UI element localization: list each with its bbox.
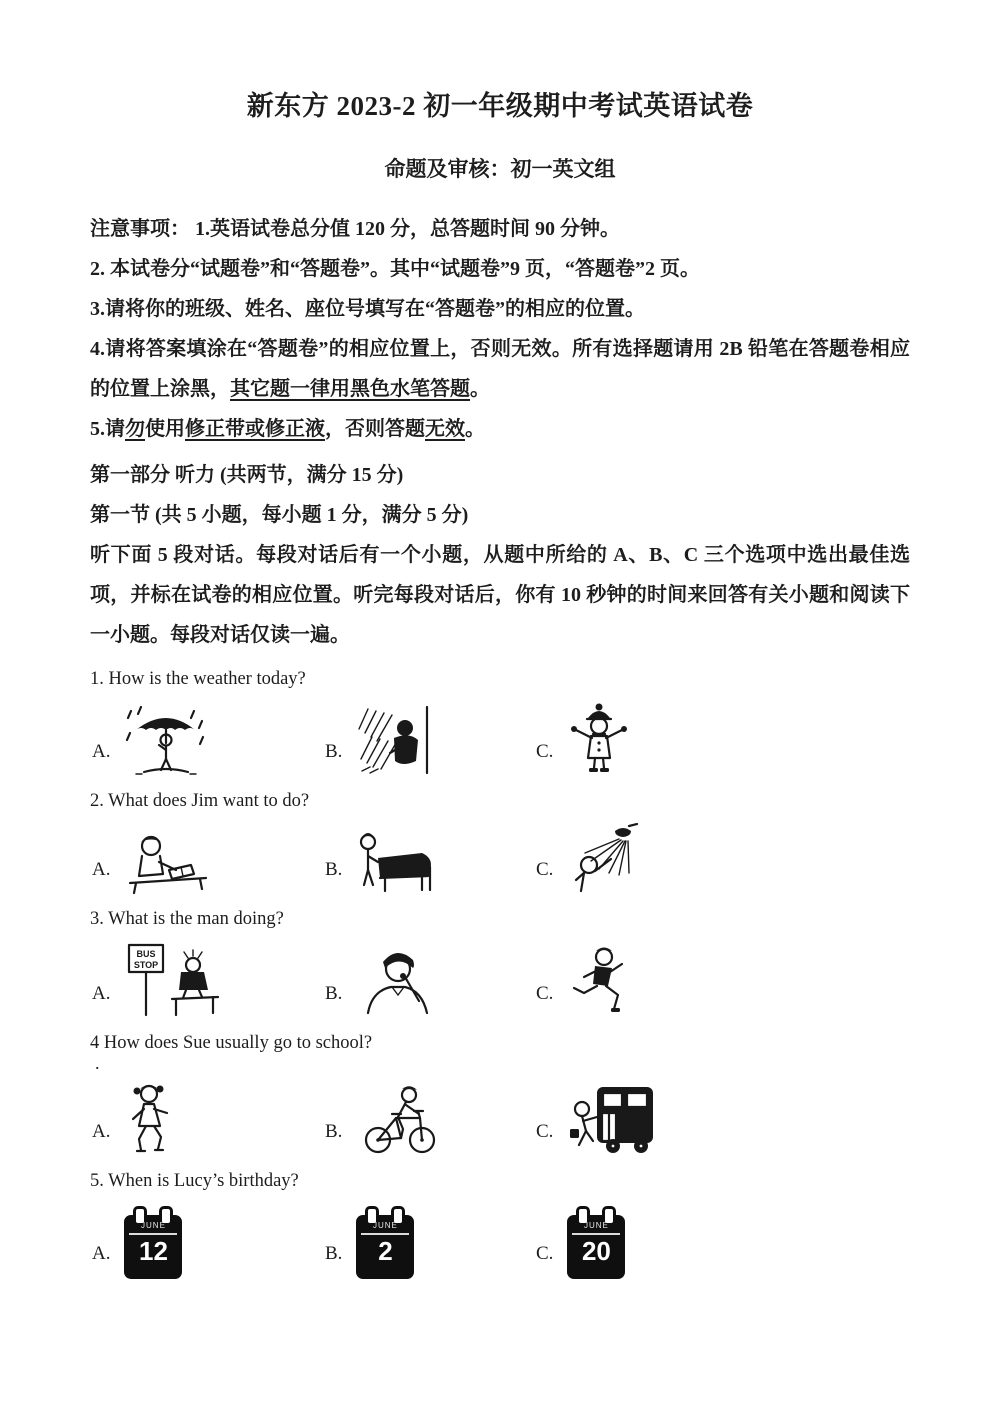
question-3-option-b [325, 945, 536, 1019]
question-3-option-c [536, 943, 629, 1019]
question-1-text: 1. How is the weather today? [90, 669, 306, 689]
question-4 [90, 1031, 910, 1157]
calendar-divider [361, 1233, 409, 1235]
question-3-options [92, 941, 910, 1019]
calendar-month-label: JUNE [141, 1221, 166, 1230]
exam-notices [90, 209, 910, 449]
notice-4-underline-text: 其它题一律用黑色水笔答题 [230, 378, 470, 400]
question-2-option-b [325, 827, 536, 895]
question-5-option-c [536, 1203, 625, 1279]
question-1-option-a [92, 703, 325, 777]
question-5-option-a [92, 1203, 325, 1279]
question-2-options [92, 823, 910, 895]
listening-instructions: 听下面 5 段对话。每段对话后有一个小题，从题中所给的 A、B、C 三个选项中选出最佳选项，并标在试卷的相应位置。听完每段对话后，你有 10 秒钟的时间来回答有关小题和阅读下一小题。每段对话仅读一遍。 [90, 544, 910, 646]
calendar-icon [356, 1215, 414, 1279]
question-2-text: 2. What does Jim want to do? [90, 791, 310, 811]
question-2-option-c [536, 823, 643, 895]
option-b-label: B. [325, 859, 343, 880]
option-b-label: B. [325, 1121, 343, 1142]
calendar-icon [567, 1215, 625, 1279]
question-1-option-c [536, 701, 631, 777]
question-3 [90, 907, 910, 1019]
question-1 [90, 667, 910, 777]
notice-line-4 [90, 329, 910, 409]
option-b-label: B. [325, 1243, 343, 1264]
option-c-label: C. [536, 1243, 554, 1264]
notice-5-text-3: ，否则答题 [325, 418, 425, 440]
notice-line-5 [90, 409, 910, 449]
option-c-label: C. [536, 983, 554, 1004]
part1-heading: 第一部分 听力 (共两节，满分 15 分) [90, 464, 404, 486]
question-2 [90, 789, 910, 895]
section1-heading: 第一节 (共 5 小题，每小题 1 分，满分 5 分) [90, 504, 469, 526]
option-a-label: A. [92, 1121, 111, 1142]
option-b-label: B. [325, 741, 343, 762]
rainy-umbrella-illustration [124, 703, 208, 777]
option-c-label: C. [536, 1121, 554, 1142]
option-b-label: B. [325, 983, 343, 1004]
bed-illustration [356, 827, 442, 895]
notice-line-1: 注意事项： 1.英语试卷总分值 120 分，总答题时间 90 分钟。 [90, 218, 620, 240]
question-3-text: 3. What is the man doing? [90, 909, 284, 929]
option-c-label: C. [536, 859, 554, 880]
notice-5-text-1: 5.请 [90, 418, 125, 440]
question-4-options [92, 1079, 910, 1157]
homework-desk-illustration [124, 829, 212, 895]
question-5-option-b [325, 1203, 536, 1279]
question-4-option-c [536, 1079, 657, 1157]
calendar-day-number: 20 [581, 1236, 611, 1266]
calendar-day-number: 12 [139, 1236, 168, 1266]
option-a-label: A. [92, 859, 111, 880]
question-3-option-a [92, 941, 325, 1019]
question-5 [90, 1169, 910, 1279]
notice-4-end: 。 [470, 378, 490, 400]
notice-5-underline-2: 修正带或修正液 [185, 418, 325, 440]
question-4-option-b [325, 1081, 536, 1157]
calendar-month-label: JUNE [583, 1221, 609, 1230]
bus-stop-sign-text-line1: BUS [136, 949, 156, 959]
option-a-label: A. [92, 983, 111, 1004]
question-2-option-a [92, 829, 325, 895]
notice-line-3: 3.请将你的班级、姓名、座位号填写在“答题卷”的相应的位置。 [90, 298, 645, 320]
question-5-options [92, 1203, 910, 1279]
page-title: 新东方 2023-2 初一年级期中考试英语试卷 [246, 91, 754, 121]
bus-stop-sign-text-line2: STOP [134, 960, 159, 970]
question-4-text: 4 How does Sue usually go to school? [90, 1033, 373, 1053]
calendar-day-number: 2 [378, 1236, 393, 1266]
question-4-option-a [92, 1079, 325, 1157]
bicycle-rider-illustration [356, 1081, 444, 1157]
notice-4-text: 4.请将答案填涂在“答题卷”的相应位置上，否则无效。所有选择题请用 2B 铅笔在答题卷相应的位置上涂黑， [90, 338, 910, 400]
question-4-stray-period: . [95, 1053, 100, 1073]
boarding-bus-illustration [567, 1079, 657, 1157]
man-eating-illustration [356, 945, 438, 1019]
notice-5-underline-1: 勿 [125, 418, 145, 440]
notice-5-underline-3: 无效 [425, 418, 465, 440]
option-a-label: A. [92, 1243, 111, 1264]
calendar-icon [124, 1215, 182, 1279]
question-1-option-b [325, 703, 536, 777]
option-a-label: A. [92, 741, 111, 762]
shower-illustration [567, 823, 643, 895]
notice-5-end: 。 [465, 418, 485, 440]
walking-girl-illustration [124, 1079, 182, 1157]
notice-line-2: 2. 本试卷分“试题卷”和“答题卷”。其中“试题卷”9 页，“答题卷”2 页。 [90, 258, 700, 280]
notice-5-text-2: 使用 [145, 418, 185, 440]
option-c-label: C. [536, 741, 554, 762]
running-boy-illustration [567, 943, 629, 1019]
bus-stop-illustration [124, 941, 222, 1019]
calendar-divider [129, 1233, 177, 1235]
winter-child-illustration [567, 701, 631, 777]
question-5-text: 5. When is Lucy’s birthday? [90, 1171, 299, 1191]
question-1-options [92, 701, 910, 777]
calendar-month-label: JUNE [372, 1221, 398, 1230]
calendar-divider [572, 1233, 620, 1235]
exam-subtitle: 命题及审核：初一英文组 [384, 157, 616, 181]
windy-rain-illustration [356, 703, 434, 777]
